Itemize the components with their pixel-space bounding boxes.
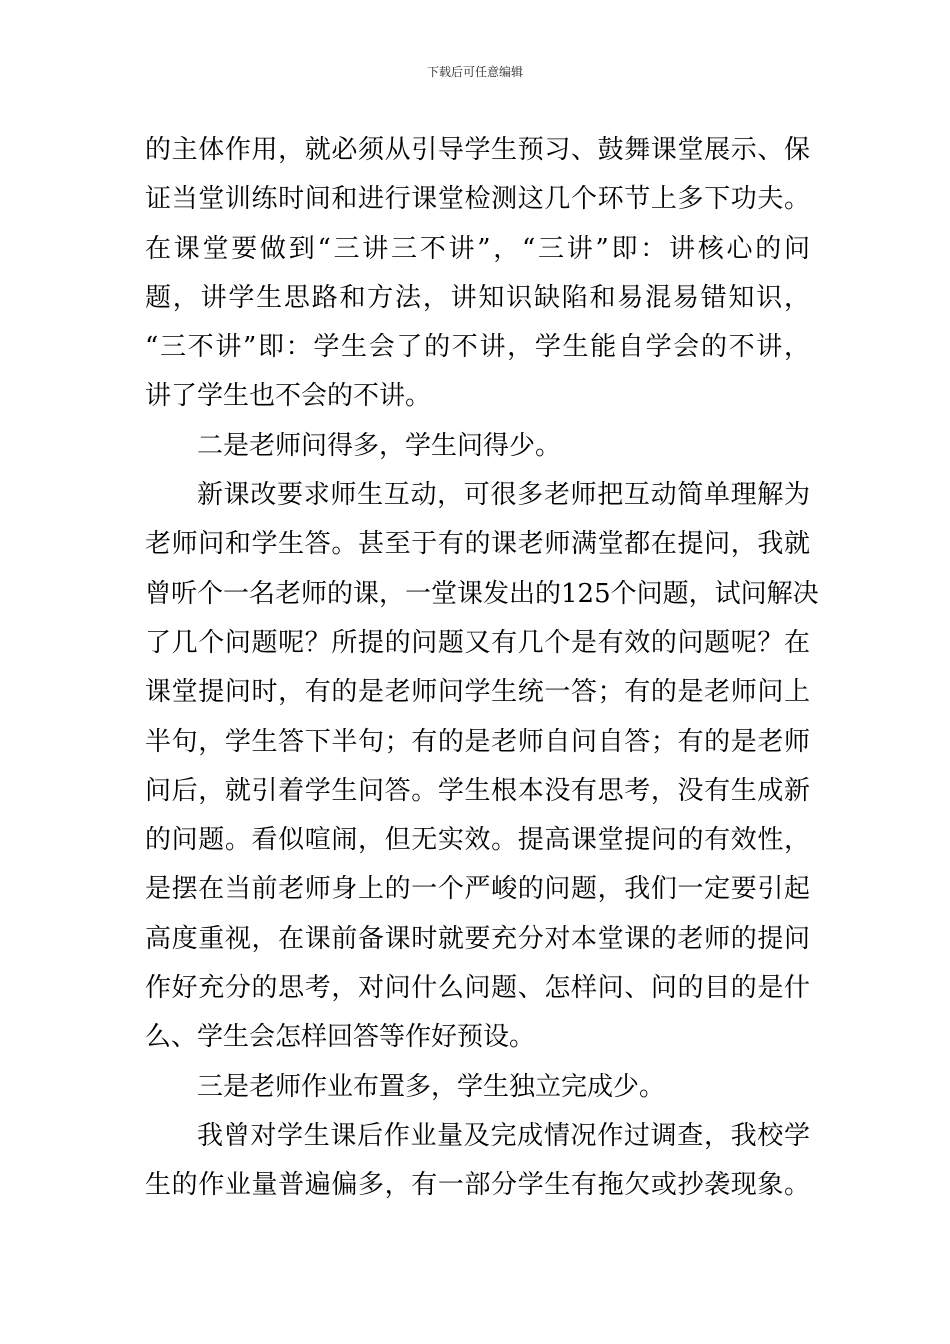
page-header: 下载后可任意编辑: [426, 65, 523, 79]
document-body: [145, 126, 819, 1211]
text-line: 作好充分的思考，对问什么问题、怎样问、问的目的是什: [145, 973, 810, 1004]
text-line: 我曾对学生课后作业量及完成情况作过调查，我校学: [197, 1120, 810, 1151]
text-line: 了几个问题呢？所提的问题又有几个是有效的问题呢？在: [145, 627, 810, 658]
text-line: 三是老师作业布置多，学生独立完成少。: [197, 1071, 666, 1102]
text-line: 的问题。看似喧闹，但无实效。提高课堂提问的有效性，: [145, 825, 810, 856]
text-line: 老师问和学生答。甚至于有的课老师满堂都在提问，我就: [145, 529, 810, 560]
text-line: 问后，就引着学生问答。学生根本没有思考，没有生成新: [145, 775, 810, 806]
text-line: 证当堂训练时间和进行课堂检测这几个环节上多下功夫。: [145, 184, 810, 215]
text-line: 生的作业量普遍偏多，有一部分学生有拖欠或抄袭现象。: [145, 1170, 810, 1201]
text-line: 二是老师问得多，学生问得少。: [197, 430, 562, 461]
text-line: 高度重视，在课前备课时就要充分对本堂课的老师的提问: [145, 923, 810, 954]
text-line: 课堂提问时，有的是老师问学生统一答；有的是老师问上: [145, 677, 810, 708]
text-line: 曾听个一名老师的课，一堂课发出的125个问题，试问解决: [145, 578, 819, 609]
text-line: 半句，学生答下半句；有的是老师自问自答；有的是老师: [145, 726, 810, 757]
text-line: “三不讲”即：学生会了的不讲，学生能自学会的不讲，: [145, 332, 810, 363]
text-line: 的主体作用，就必须从引导学生预习、鼓舞课堂展示、保: [145, 135, 810, 165]
text-line: 么、学生会怎样回答等作好预设。: [145, 1022, 536, 1053]
text-line: 讲了学生也不会的不讲。: [145, 381, 432, 412]
text-line: 在课堂要做到“三讲三不讲”，“三讲”即：讲核心的问: [145, 233, 810, 264]
text-line: 是摆在当前老师身上的一个严峻的问题，我们一定要引起: [145, 874, 810, 905]
text-line: 新课改要求师生互动，可很多老师把互动简单理解为: [197, 480, 810, 511]
text-line: 题，讲学生思路和方法，讲知识缺陷和易混易错知识，: [145, 282, 810, 313]
